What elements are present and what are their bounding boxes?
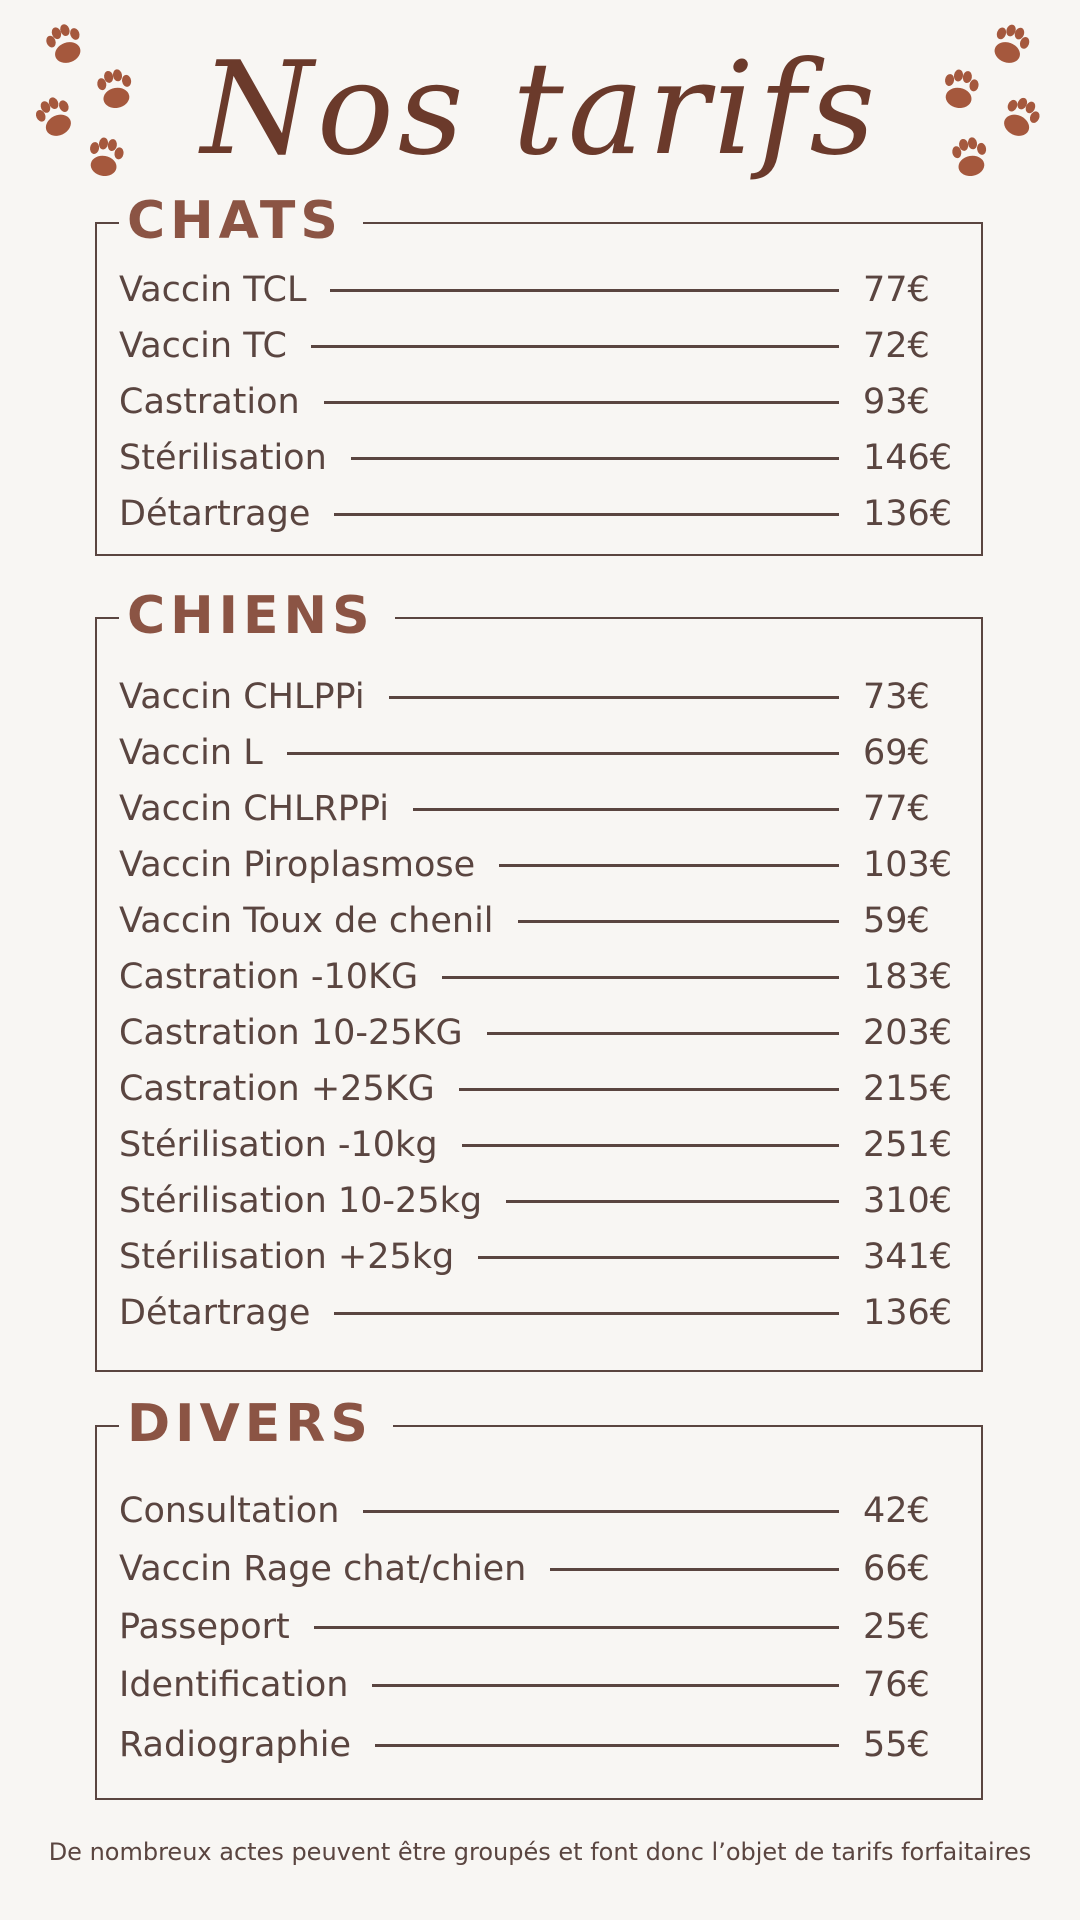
price-row	[119, 729, 959, 777]
leader-line	[314, 1626, 839, 1629]
service-label: Détartrage	[119, 494, 311, 534]
leader-line	[487, 1032, 839, 1035]
price-row	[119, 1177, 959, 1225]
leader-line	[372, 1684, 839, 1687]
service-label: Castration	[119, 382, 300, 422]
leader-line	[324, 401, 839, 404]
leader-line	[499, 864, 839, 867]
service-price: 76€	[863, 1665, 930, 1705]
price-row	[119, 1661, 959, 1709]
service-price: 59€	[863, 901, 930, 941]
service-price: 146€	[863, 438, 953, 478]
service-label: Identification	[119, 1665, 349, 1705]
service-label: Castration -10KG	[119, 957, 419, 997]
service-label: Castration +25KG	[119, 1069, 435, 1109]
service-label: Vaccin Piroplasmose	[119, 845, 476, 885]
price-row	[119, 434, 959, 482]
price-row	[119, 841, 959, 889]
service-label: Consultation	[119, 1491, 340, 1531]
service-price: 77€	[863, 270, 930, 310]
service-label: Vaccin Toux de chenil	[119, 901, 494, 941]
service-label: Radiographie	[119, 1725, 352, 1765]
price-row	[119, 673, 959, 721]
service-price: 77€	[863, 789, 930, 829]
service-label: Castration 10-25KG	[119, 1013, 463, 1053]
service-label: Vaccin Rage chat/chien	[119, 1549, 527, 1589]
leader-line	[478, 1256, 839, 1259]
service-price: 93€	[863, 382, 930, 422]
service-label: Vaccin CHLRPPi	[119, 789, 389, 829]
leader-line	[518, 920, 839, 923]
service-label: Vaccin CHLPPi	[119, 677, 365, 717]
price-row	[119, 1233, 959, 1281]
section-title: CHATS	[119, 186, 363, 256]
service-price: 69€	[863, 733, 930, 773]
price-row	[119, 1289, 959, 1337]
price-row	[119, 1487, 959, 1535]
leader-line	[334, 513, 839, 516]
price-row	[119, 378, 959, 426]
footer-note: De nombreux actes peuvent être groupés et font donc l’objet de tarifs forfaitaires	[48, 1838, 1032, 1866]
service-price: 183€	[863, 957, 953, 997]
leader-line	[389, 696, 839, 699]
service-price: 203€	[863, 1013, 953, 1053]
leader-line	[550, 1568, 839, 1571]
leader-line	[287, 752, 839, 755]
leader-line	[459, 1088, 839, 1091]
service-label: Détartrage	[119, 1293, 311, 1333]
leader-line	[363, 1510, 839, 1513]
section-title: CHIENS	[119, 581, 395, 651]
service-price: 73€	[863, 677, 930, 717]
leader-line	[334, 1312, 839, 1315]
price-row	[119, 897, 959, 945]
leader-line	[462, 1144, 839, 1147]
price-row	[119, 1545, 959, 1593]
price-row	[119, 953, 959, 1001]
leader-line	[506, 1200, 839, 1203]
price-row	[119, 266, 959, 314]
service-price: 55€	[863, 1725, 930, 1765]
price-row	[119, 490, 959, 538]
leader-line	[330, 289, 839, 292]
paw-prints-icon	[930, 10, 1050, 180]
service-price: 136€	[863, 494, 953, 534]
price-row	[119, 1065, 959, 1113]
paw-prints-icon	[30, 10, 150, 180]
service-price: 103€	[863, 845, 953, 885]
service-price: 25€	[863, 1607, 930, 1647]
service-price: 341€	[863, 1237, 953, 1277]
leader-line	[351, 457, 839, 460]
service-price: 251€	[863, 1125, 953, 1165]
service-price: 136€	[863, 1293, 953, 1333]
leader-line	[413, 808, 839, 811]
leader-line	[311, 345, 839, 348]
section-chats	[95, 191, 983, 556]
service-price: 310€	[863, 1181, 953, 1221]
service-price: 66€	[863, 1549, 930, 1589]
leader-line	[375, 1744, 839, 1747]
service-label: Vaccin L	[119, 733, 263, 773]
service-label: Vaccin TCL	[119, 270, 307, 310]
price-row	[119, 1603, 959, 1651]
page-title: Nos tarifs	[200, 35, 880, 184]
service-label: Vaccin TC	[119, 326, 287, 366]
service-label: Stérilisation -10kg	[119, 1125, 438, 1165]
service-label: Stérilisation 10-25kg	[119, 1181, 483, 1221]
price-row	[119, 1721, 959, 1769]
price-row	[119, 1121, 959, 1169]
leader-line	[442, 976, 839, 979]
service-price: 72€	[863, 326, 930, 366]
service-label: Stérilisation	[119, 438, 327, 478]
service-price: 42€	[863, 1491, 930, 1531]
service-price: 215€	[863, 1069, 953, 1109]
section-divers	[95, 1394, 983, 1800]
price-row	[119, 785, 959, 833]
price-row	[119, 1009, 959, 1057]
service-label: Passeport	[119, 1607, 290, 1647]
price-row	[119, 322, 959, 370]
section-chiens	[95, 586, 983, 1372]
service-label: Stérilisation +25kg	[119, 1237, 455, 1277]
section-title: DIVERS	[119, 1389, 393, 1459]
